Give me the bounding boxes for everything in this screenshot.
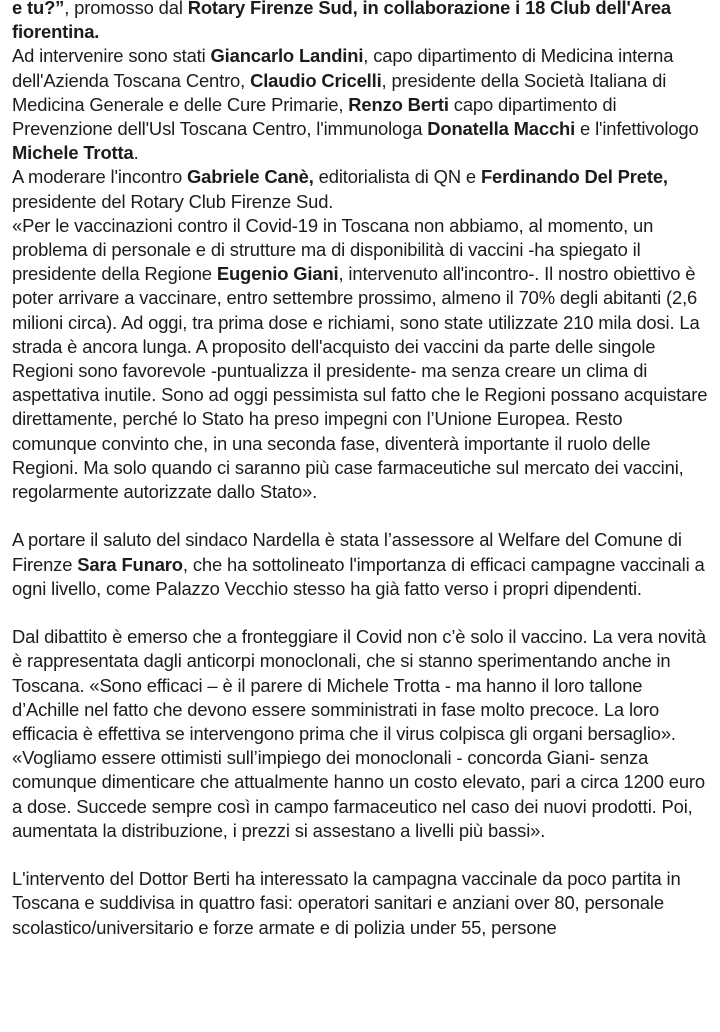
article-paragraph <box>12 44 712 165</box>
body-text: . <box>133 142 139 164</box>
body-text: A portare il saluto del sindaco Nardella è stata l’assessore al Welfare del Comune di Firenze <box>12 529 682 575</box>
body-text: , promosso dal <box>64 0 188 18</box>
body-text: «Per le vaccinazioni contro il Covid-19 in Toscana non abbiamo, al momento, un problema di personale e di strutture ma di disponibilità di vaccini -ha spiegato il presidente della Regione <box>12 214 654 285</box>
body-text: presidente del Rotary Club Firenze Sud. <box>12 190 334 212</box>
article-paragraph <box>12 0 712 44</box>
paragraph-spacer <box>12 601 712 625</box>
body-text: , che ha sottolineato l'importanza di efficaci campagne vaccinali a ogni livello, come Palazzo Vecchio stesso ha già fatto verso i propri dipendenti. <box>12 553 705 599</box>
article-paragraph <box>12 165 712 213</box>
bold-text: Giancarlo Landini <box>210 45 364 67</box>
body-text: , intervenuto all'incontro-. Il nostro obiettivo è poter arrivare a vaccinare, entro settembre prossimo, almeno il 70% degli abitanti (2,6 milioni circa). Ad oggi, tra prima dose e richiami, sono state utilizzate 210 mila dosi. La strada è ancora lunga. A proposito dell'acquisto dei vaccini da parte delle singole Regioni sono favorevole -puntualizza il presidente- ma senza creare un clima di aspettativa inutile. Sono ad oggi pessimista sul fatto che le Regioni possano acquistare direttamente, perché lo Stato ha preso impegni con l’Unione Europea. Resto comunque convinto che, in una seconda fase, diventerà importante il ruolo delle Regioni. Ma solo quando ci saranno più case farmaceutiche sul mercato dei vaccini, regolarmente autorizzate dallo Stato». <box>12 263 708 503</box>
bold-text: e tu?” <box>12 0 65 18</box>
body-text: e l'infettivologo <box>575 118 699 140</box>
article-paragraph <box>12 214 712 504</box>
body-text: Dal dibattito è emerso che a fronteggiare il Covid non c’è solo il vaccino. La vera novità è rappresentata dagli anticorpi monoclonali, che si stanno sperimentando anche in Toscana. «Sono efficaci – è il parere di Michele Trotta - ma hanno il loro tallone d’Achille nel fatto che devono essere somministrati in fase molto precoce. La loro efficacia è effettiva se intervengono prima che il virus colpisca gli organi bersaglio». «Vogliamo essere ottimisti sull’impiego dei monoclonali - concorda Giani- senza comunque dimenticare che attualmente hanno un costo elevato, pari a circa 1200 euro a dose. Succede sempre così in campo farmaceutico nel caso dei nuovi prodotti. Poi, aumentata la distribuzione, i prezzi si assestano a livelli più bassi». <box>12 626 706 841</box>
article-paragraph <box>12 867 712 940</box>
article-paragraph <box>12 528 712 601</box>
body-text: editorialista di QN e <box>313 166 481 188</box>
bold-text: Michele Trotta <box>12 142 134 164</box>
bold-text: Ferdinando Del Prete, <box>480 166 668 188</box>
body-text: A moderare l'incontro <box>12 166 188 188</box>
bold-text: Rotary Firenze Sud, in collaborazione i 18 Club dell'Area fiorentina. <box>12 0 672 43</box>
bold-text: Eugenio Giani <box>216 263 339 285</box>
body-text: Ad intervenire sono stati <box>12 45 211 67</box>
bold-text: Renzo Berti <box>348 93 449 115</box>
article-body <box>12 0 712 940</box>
bold-text: Gabriele Canè, <box>187 166 314 188</box>
paragraph-spacer <box>12 504 712 528</box>
paragraph-spacer <box>12 843 712 867</box>
bold-text: Claudio Cricelli <box>250 69 382 91</box>
article-paragraph <box>12 625 712 843</box>
body-text: L'intervento del Dottor Berti ha interessato la campagna vaccinale da poco partita in Toscana e suddivisa in quattro fasi: operatori sanitari e anziani over 80, personale scolastico/universitario e forze armate e di polizia under 55, persone <box>12 868 681 938</box>
body-text: capo dipartimento di Prevenzione dell'Usl Toscana Centro, l'immunologa <box>12 93 617 140</box>
body-text: , presidente della Società Italiana di Medicina Generale e delle Cure Primarie, <box>12 69 667 115</box>
body-text: , capo dipartimento di Medicina interna dell'Azienda Toscana Centro, <box>12 45 674 91</box>
bold-text: Sara Funaro <box>77 553 183 575</box>
bold-text: Donatella Macchi <box>427 118 576 140</box>
